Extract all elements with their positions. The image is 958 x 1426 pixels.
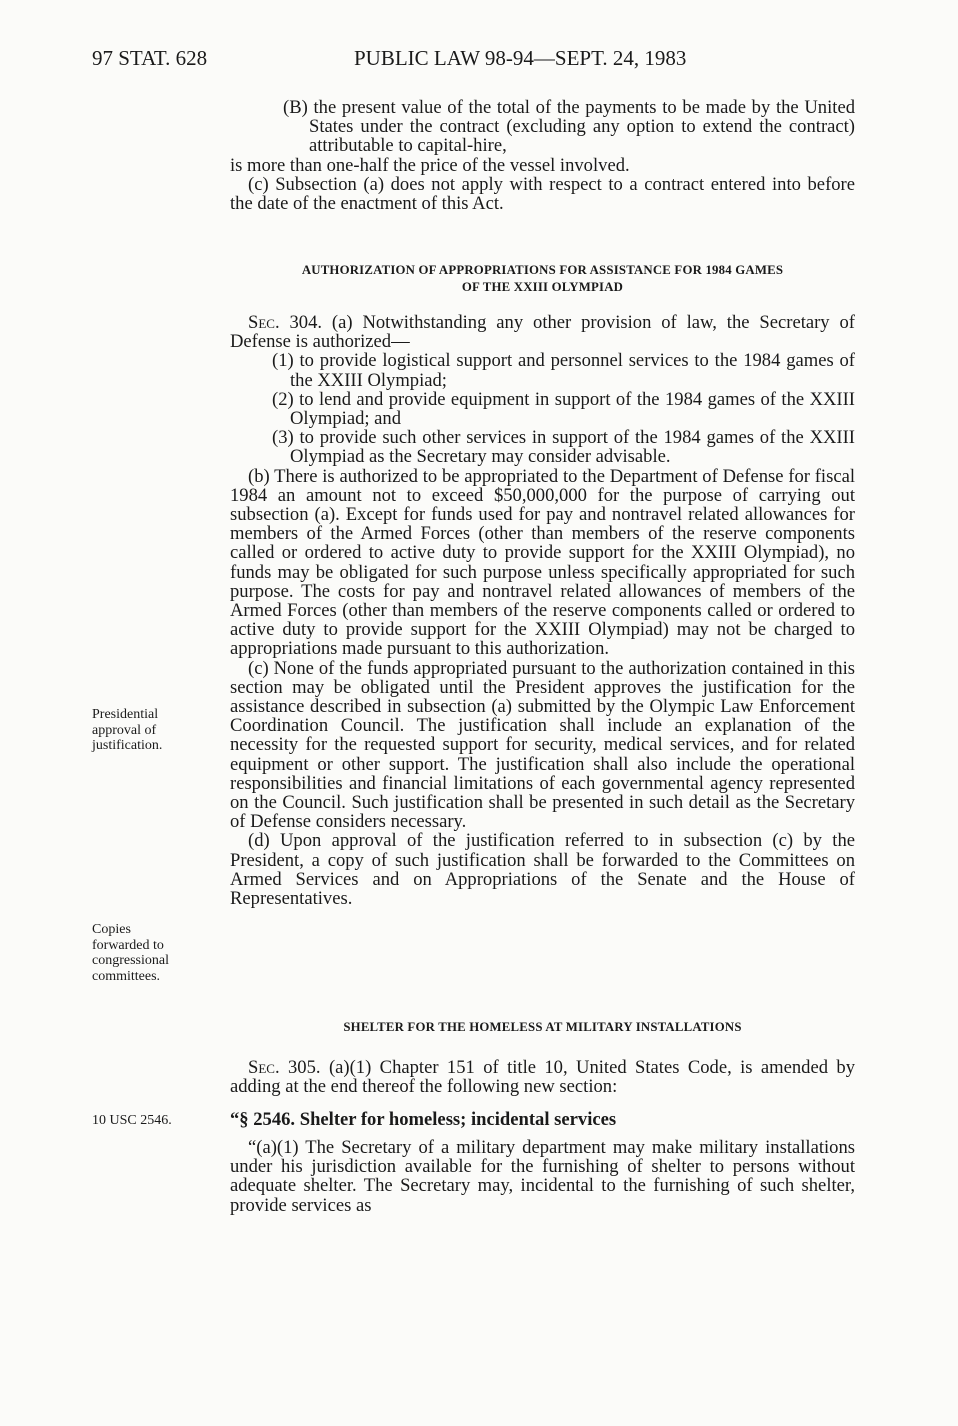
section-305-body bbox=[230, 1058, 855, 1096]
section-label: Sec. 304. bbox=[248, 312, 323, 333]
sec-305-intro-text: (a)(1) Chapter 151 of title 10, United States Code, is amended by adding at the end thereof the following new section: bbox=[230, 1057, 856, 1098]
conclusion-paragraph: is more than one-half the price of the vessel involved. bbox=[230, 154, 630, 176]
margin-note-line: committees. bbox=[92, 968, 161, 984]
margin-note-line: congressional bbox=[92, 953, 169, 968]
section-2546-text: “(a)(1) The Secretary of a military department may make military installations under his jurisdiction available for the furnishing of shelter to persons without adequate shelter. The Secretary may, incidental to the furnishing of such shelter, provide services as bbox=[230, 1137, 855, 1216]
subsection-d-paragraph: (d) Upon approval of the justification referred to in subsection (c) by the President, a copy of such justification shall be forwarded to the Committees on Armed Services and on Appropriations of the Senate and the House of Representatives. bbox=[230, 830, 855, 910]
margin-note-line: 10 USC 2546. bbox=[92, 1113, 172, 1128]
section-304-body bbox=[230, 313, 855, 908]
heading-line: OF THE XXIII OLYMPIAD bbox=[461, 280, 624, 294]
section-2546-title-block bbox=[230, 1110, 855, 1129]
margin-note-usc-citation bbox=[92, 1113, 212, 1129]
section-305-heading bbox=[230, 1019, 855, 1036]
sec-304-intro-paragraph bbox=[230, 313, 855, 351]
margin-note-line: justification. bbox=[92, 738, 163, 753]
sec-305-intro-paragraph bbox=[230, 1058, 855, 1096]
statute-page-reference: 97 STAT. 628 bbox=[92, 46, 208, 70]
list-item: (1) to provide logistical support and personnel services to the 1984 games of the XXIII Olympiad; bbox=[272, 350, 855, 391]
heading-line: AUTHORIZATION OF APPROPRIATIONS FOR ASSISTANCE FOR 1984 GAMES bbox=[301, 263, 784, 277]
list-item: (2) to lend and provide equipment in support of the 1984 games of the XXIII Olympiad; and bbox=[272, 388, 855, 430]
subsection-c-paragraph: (c) None of the funds appropriated pursuant to the authorization contained in this section may be obligated until the President approves the justification for the assistance described in subsection (a) submitted by the Olympic Law Enforcement Coordination Council. The justification shall include an explanation of the necessity for the requested support for security, medical services, and for related equipment or other support. The justification shall also include the operational responsibilities and financial limitations of each governmental agency represented on the Council. Such justification shall be presented in such detail as the Secretary of Defense considers necessary. bbox=[230, 657, 855, 833]
margin-note-copies-forwarded bbox=[92, 922, 212, 984]
item-b-paragraph: (B) the present value of the total of the payments to be made by the United States under the contract (excluding any option to extend the contract) attributable to capital-hire, bbox=[283, 97, 855, 157]
page-header bbox=[92, 46, 852, 76]
section-2546-text-block bbox=[230, 1138, 855, 1215]
subsection-b-paragraph: (b) There is authorized to be appropriated to the Department of Defense for fiscal 1984 an amount not to exceed $50,000,000 for the purpose of carrying out subsection (a). Except for funds used for pay and nontravel related allowances for members of the Armed Forces (other than members of the reserve components called or ordered to active duty to provide support for the XXIII Olympiad), no funds may be obligated for such purpose unless specifically appropriated for such purpose. The costs for pay and nontravel related allowances of members of the Armed Forces (other than members of the reserve components called or ordered to active duty to provide support for the XXIII Olympiad) may not be charged to appropriations made pursuant to this authorization. bbox=[230, 465, 855, 660]
section-label: Sec. 305. bbox=[248, 1057, 321, 1078]
margin-note-line: Copies bbox=[92, 922, 131, 937]
heading-line: SHELTER FOR THE HOMELESS AT MILITARY INSTALLATIONS bbox=[343, 1020, 742, 1034]
text-block-subsection-continuation bbox=[230, 98, 855, 213]
margin-note-line: Presidential bbox=[92, 707, 159, 722]
margin-note-line: approval of bbox=[92, 722, 157, 738]
list-item: (3) to provide such other services in support of the 1984 games of the XXIII Olympiad as the Secretary may consider advisable. bbox=[272, 427, 855, 468]
public-law-title: PUBLIC LAW 98-94—SEPT. 24, 1983 bbox=[354, 46, 687, 70]
section-304-heading bbox=[230, 262, 855, 296]
section-2546-title: “§ 2546. Shelter for homeless; incidental services bbox=[230, 1109, 617, 1130]
margin-note-presidential-approval bbox=[92, 707, 212, 754]
sec-304-intro-text: (a) Notwithstanding any other provision of law, the Secretary of Defense is authorized— bbox=[230, 312, 855, 353]
subsection-c-paragraph: (c) Subsection (a) does not apply with respect to a contract entered into before the date of the enactment of this Act. bbox=[230, 173, 855, 215]
margin-note-line: forwarded to bbox=[92, 937, 164, 953]
